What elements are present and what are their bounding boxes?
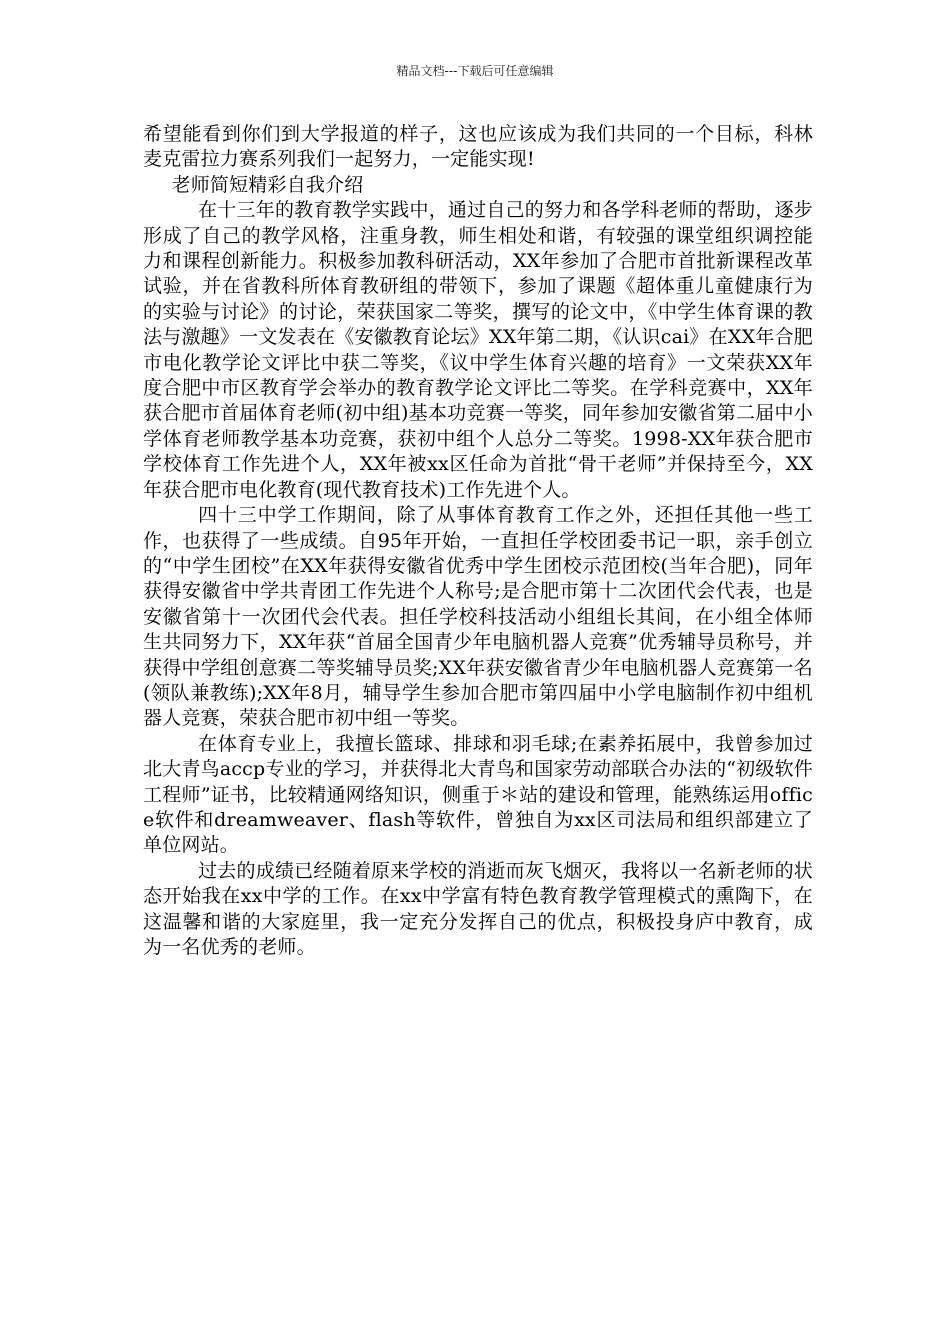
section-title: 老师简短精彩自我介绍 [171, 173, 364, 196]
page-header: 精品文档---下载后可任意编辑 [396, 64, 554, 78]
paragraph: 过去的成绩已经随着原来学校的消逝而灰飞烟灭，我将以一名新老师的状态开始我在xx中学的工作。在xx中学富有特色教育教学管理模式的熏陶下，在这温馨和谐的大家庭里，我一定充分发挥自己的优点，积极投身庐中教育，成为一名优秀的老师。 [143, 859, 813, 958]
paragraph-continuation: 希望能看到你们到大学报道的样子，这也应该成为我们共同的一个目标，科林麦克雷拉力赛系列我们一起努力，一定能实现! [143, 123, 813, 171]
paragraph: 在体育专业上，我擅长篮球、排球和羽毛球;在素养拓展中，我曾参加过北大青鸟accp专业的学习，并获得北大青鸟和国家劳动部联合办法的“初级软件工程师”证书，比较精通网络知识，侧重于＊站的建设和管理，能熟练运用office软件和dreamweaver、flash等软件，曾独自为xx区司法局和组织部建立了单位网站。 [143, 732, 813, 857]
paragraph: 四十三中学工作期间，除了从事体育教育工作之外，还担任其他一些工作，也获得了一些成绩。自95年开始，一直担任学校团委书记一职，亲手创立的“中学生团校”在XX年获得安徽省优秀中学生团校示范团校(当年合肥)，同年获得安徽省中学共青团工作先进个人称号;是合肥市第十二次团代会代表，也是安徽省第十一次团代会代表。担任学校科技活动小组组长其间，在小组全体师生共同努力下，XX年获“首届全国青少年电脑机器人竞赛”优秀辅导员称号，并获得中学组创意赛二等奖辅导员奖;XX年获安徽省青少年电脑机器人竞赛第一名(领队兼教练);XX年8月，辅导学生参加合肥市第四届中小学电脑制作初中组机器人竞赛，荣获合肥市初中组一等奖。 [143, 504, 813, 730]
paragraph: 在十三年的教育教学实践中，通过自己的努力和各学科老师的帮助，逐步形成了自己的教学风格，注重身教，师生相处和谐，有较强的课堂组织调控能力和课程创新能力。积极参加教科研活动，XX年参加了合肥市首批新课程改革试验，并在省教科所体育教研组的带领下，参加了课题《超体重儿童健康行为的实验与讨论》的讨论，荣获国家二等奖，撰写的论文中，《中学生体育课的教法与激趣》一文发表在《安徽教育论坛》XX年第二期，《认识cai》在XX年合肥市电化教学论文评比中获二等奖，《议中学生体育兴趣的培育》一文荣获XX年度合肥中市区教育学会举办的教育教学论文评比二等奖。在学科竞赛中，XX年获合肥市首届体育老师(初中组)基本功竞赛一等奖，同年参加安徽省第二届中小学体育老师教学基本功竞赛，获初中组个人总分二等奖。1998-XX年获合肥市学校体育工作先进个人，XX年被xx区任命为首批“骨干老师”并保持至今，XX年获合肥市电化教育(现代教育技术)工作先进个人。 [143, 199, 813, 501]
document-body [143, 122, 813, 960]
